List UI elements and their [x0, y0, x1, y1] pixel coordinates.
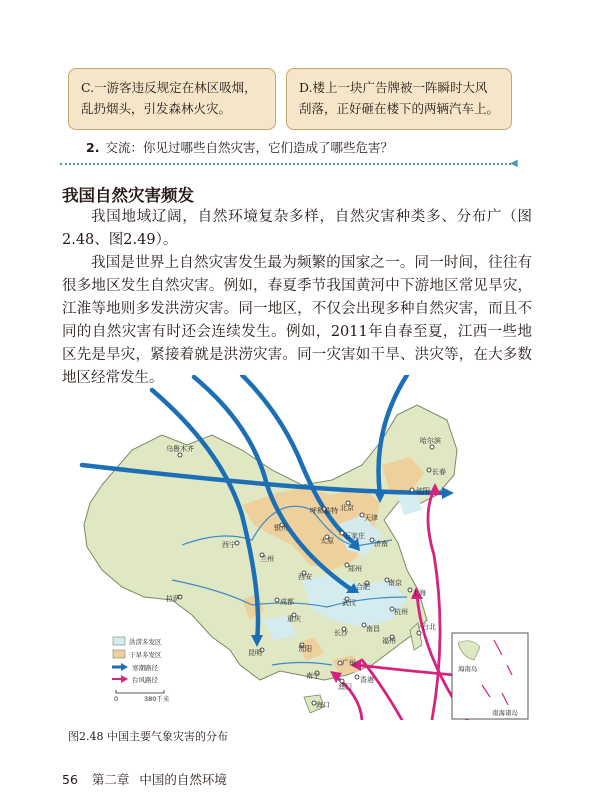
city-label: 西安	[298, 573, 312, 581]
section-divider	[60, 163, 515, 165]
city-label: 香港	[360, 676, 374, 684]
city-label: 广州	[342, 659, 356, 667]
city-label: 兰州	[260, 555, 274, 563]
city-label: 南昌	[366, 625, 380, 633]
city-label: 济南	[374, 540, 388, 548]
option-card-d	[286, 68, 512, 130]
page-number: 56	[62, 772, 78, 787]
chapter-label: 第二章	[91, 772, 130, 787]
city-label: 海口	[316, 701, 330, 709]
figure-caption: 图2.48 中国主要气象灾害的分布	[68, 730, 228, 743]
inset-label: 南海诸岛	[492, 709, 518, 717]
city-label: 长春	[432, 468, 446, 476]
city-label: 拉萨	[166, 595, 180, 603]
option-card-c	[68, 68, 276, 130]
legend-flood-label: 洪涝多发区	[129, 638, 162, 646]
city-label: 银川	[274, 524, 288, 532]
legend-drought-label: 干旱多发区	[129, 651, 162, 659]
question-2-number: 2.	[86, 140, 100, 155]
scale-distance: 380千米	[144, 695, 170, 703]
city-label: 呼和浩特	[310, 507, 338, 515]
city-label: 石家庄	[344, 532, 365, 540]
city-label: 郑州	[348, 565, 362, 573]
section-title: 我国自然灾害频发	[62, 186, 194, 205]
city-label: 成都	[280, 598, 294, 606]
city-label: 贵阳	[298, 645, 312, 653]
city-label: 杭州	[394, 608, 408, 616]
city-label: 南宁	[306, 672, 320, 680]
city-label: 武汉	[342, 599, 356, 607]
city-label: 太原	[320, 537, 334, 545]
page-footer	[62, 770, 237, 788]
city-label: 天津	[364, 514, 378, 522]
city-label: 上海	[412, 589, 426, 597]
divider-end-marker: ◀	[510, 158, 518, 169]
question-2-text: 交流：你见过哪些自然灾害，它们造成了哪些危害？	[105, 140, 393, 155]
city-label: 哈尔滨	[420, 437, 441, 445]
city-label: 沈阳	[416, 487, 430, 495]
city-label: 台北	[422, 623, 436, 631]
paragraph-1: 我国地域辽阔，自然环境复杂多样，自然灾害种类多、分布广（图2.48、图2.49）。	[62, 209, 532, 248]
paragraph-2: 我国是世界上自然灾害发生最为频繁的国家之一。同一时间，往往有很多地区发生自然灾害。例如，春夏季节我国黄河中下游地区常见旱灾，江淮等地则多发洪涝灾害。同一地区，不仅会出现多种自然灾害，而且不同的自然灾害有时还会连续发生。例如，2011年自春至夏，江西一些地区先是旱灾，紧接着就是洪涝灾害。同一灾害如干旱、洪灾等，在大多数地区经常发生。	[62, 255, 532, 386]
inset-island-label: 海南岛	[458, 665, 478, 673]
city-label: 合肥	[356, 583, 370, 591]
legend-typhoon-label: 台风路径	[132, 676, 158, 684]
city-label: 北京	[340, 504, 354, 512]
city-label: 澳门	[338, 683, 352, 691]
city-label: 长沙	[334, 629, 348, 637]
chapter-title: 中国的自然环境	[139, 772, 227, 787]
city-label: 南京	[388, 579, 402, 587]
city-label: 重庆	[287, 615, 301, 623]
option-c-text: C.一游客违反规定在林区吸烟，乱扔烟头，引发森林火灾。	[81, 80, 257, 116]
question-2	[86, 138, 393, 156]
city-label: 乌鲁木齐	[166, 445, 194, 453]
city-label: 昆明	[248, 649, 262, 657]
map-legend	[112, 637, 170, 703]
option-d-text: D.楼上一块广告牌被一阵瞬时大风刮落，正好砸在楼下的两辆汽车上。	[299, 80, 500, 116]
city-label: 西宁	[222, 541, 236, 549]
legend-cold-wave-label: 寒潮路径	[132, 664, 158, 672]
city-label: 福州	[382, 637, 396, 645]
south-china-sea-inset	[452, 633, 528, 719]
scale-zero: 0	[114, 695, 119, 703]
disaster-distribution-map	[62, 375, 530, 720]
